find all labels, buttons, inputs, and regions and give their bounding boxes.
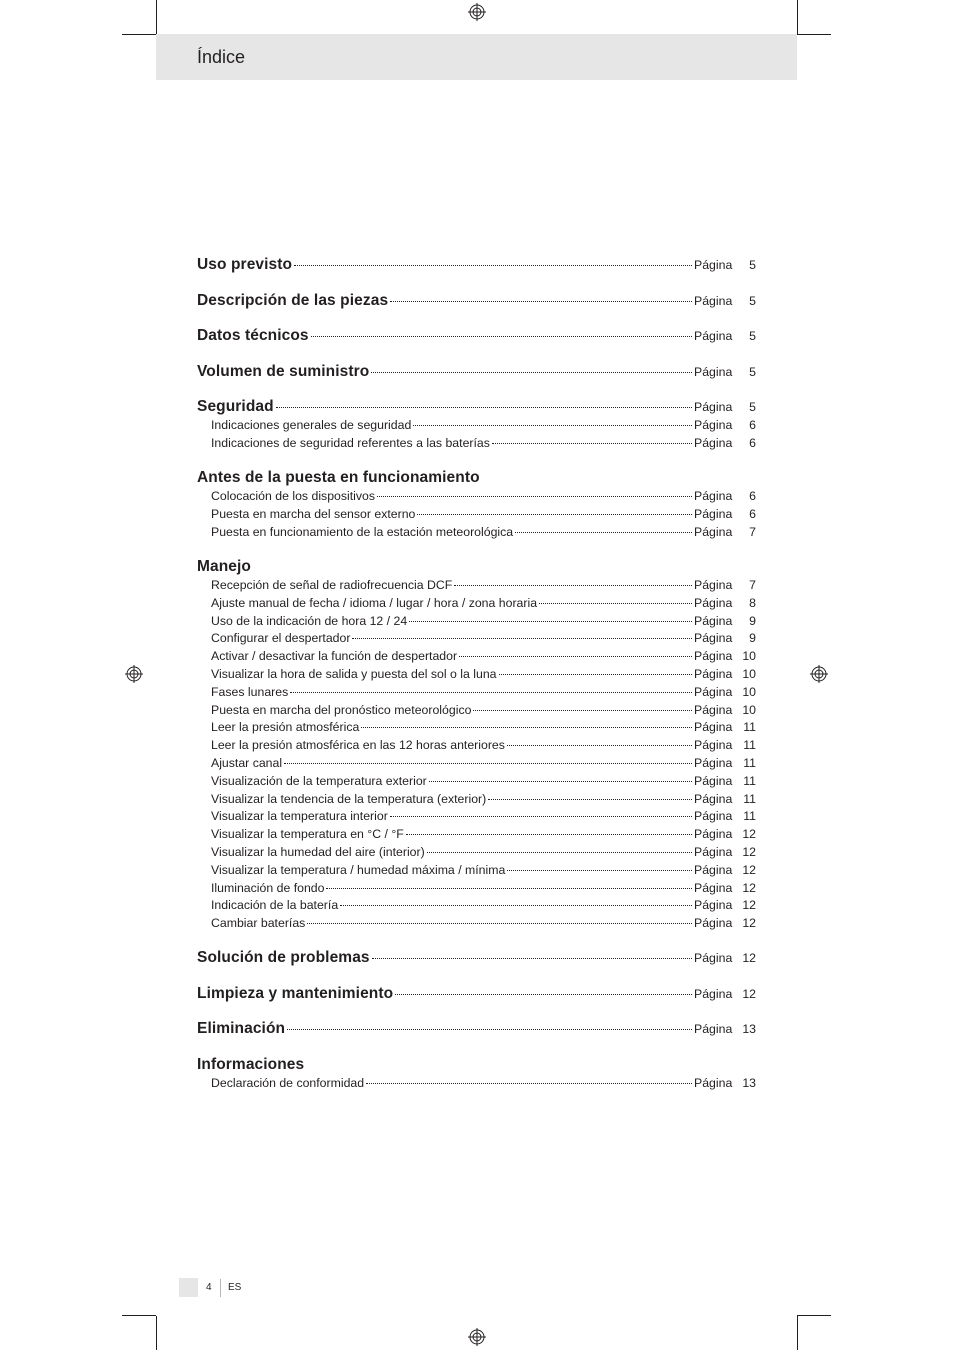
dot-leader (473, 710, 692, 711)
toc-subentry[interactable] (197, 916, 756, 934)
page-number: 12 (742, 844, 756, 859)
dot-leader (361, 727, 692, 728)
toc-subentry[interactable] (197, 792, 756, 810)
dot-leader (290, 692, 692, 693)
toc-subentry[interactable] (197, 845, 756, 863)
registration-mark-icon (810, 665, 828, 683)
page-number: 10 (742, 666, 756, 681)
toc-entry[interactable] (197, 292, 756, 312)
page-number: 11 (743, 755, 756, 770)
page-number: 12 (742, 880, 756, 895)
footer-divider (220, 1279, 221, 1297)
toc-entry[interactable] (197, 327, 756, 347)
toc-section-title: Informaciones (197, 1055, 305, 1073)
dot-leader (307, 923, 692, 924)
toc-entry[interactable] (197, 469, 756, 489)
page-number: 5 (749, 329, 756, 343)
page-number: 12 (742, 898, 756, 913)
page-number: 5 (749, 293, 756, 308)
toc-subentry-title: Uso de la indicación de hora 12 / 24 (211, 613, 408, 628)
toc-subentry[interactable] (197, 685, 756, 703)
page-label: Página (694, 524, 733, 539)
page-label: Página (694, 951, 733, 966)
toc-subentry[interactable] (197, 863, 756, 881)
toc-entry[interactable] (197, 1020, 756, 1040)
toc-subentry[interactable] (197, 756, 756, 774)
toc-entry[interactable] (197, 398, 756, 418)
page-number: 7 (749, 577, 756, 592)
toc-subentry[interactable] (197, 578, 756, 596)
toc-section-title: Seguridad (197, 398, 274, 415)
toc-section-title: Eliminación (197, 1020, 286, 1038)
dot-leader (287, 1029, 692, 1030)
dot-leader (417, 514, 692, 515)
page-label: Página (694, 773, 733, 788)
page-label: Página (694, 862, 733, 877)
dot-leader (454, 585, 692, 586)
toc-subentry-title: Fases lunares (211, 684, 289, 699)
dot-leader (390, 301, 692, 302)
page-label: Página (694, 898, 733, 913)
page-label: Página (694, 791, 733, 806)
crop-mark (797, 34, 831, 35)
toc-subentry-title: Indicación de la batería (211, 898, 339, 913)
toc-subentry[interactable] (197, 774, 756, 792)
toc-subentry[interactable] (197, 738, 756, 756)
registration-mark-icon (468, 3, 486, 21)
dot-leader (294, 265, 692, 266)
page-label: Página (694, 880, 733, 895)
page-label: Página (694, 684, 733, 699)
dot-leader (340, 905, 692, 906)
page-number: 11 (743, 773, 756, 788)
dot-leader (371, 372, 692, 373)
toc-section (197, 398, 756, 454)
toc-subentry-title: Visualizar la tendencia de la temperatura (exterior) (211, 791, 487, 806)
toc-section (197, 1020, 756, 1040)
toc-section-title: Volumen de suministro (197, 362, 370, 380)
toc-subentry-title: Visualizar la temperatura interior (211, 809, 388, 824)
registration-mark-icon (468, 1328, 486, 1346)
toc-subentry[interactable] (197, 596, 756, 614)
toc-subentry[interactable] (197, 418, 756, 436)
toc-subentry[interactable] (197, 649, 756, 667)
toc-subentry-title: Visualizar la hora de salida y puesta del sol o la luna (211, 666, 497, 681)
page-label: Página (694, 986, 733, 1001)
dot-leader (507, 870, 692, 871)
toc-subentry-title: Leer la presión atmosférica en las 12 horas anteriores (211, 738, 505, 753)
toc-section (197, 1056, 756, 1094)
table-of-contents (197, 256, 756, 1094)
dot-leader (366, 1083, 692, 1084)
toc-subentry[interactable] (197, 827, 756, 845)
toc-subentry[interactable] (197, 898, 756, 916)
toc-subentry[interactable] (197, 1076, 756, 1094)
page-number: 12 (742, 916, 756, 931)
page-label: Página (694, 916, 733, 931)
toc-section (197, 292, 756, 312)
toc-section (197, 558, 756, 934)
page-number: 11 (743, 809, 756, 824)
page-number: 7 (749, 524, 756, 539)
page-number: 10 (742, 702, 756, 717)
page-label: Página (694, 720, 733, 735)
footer-language: ES (228, 1282, 242, 1293)
toc-subentry-title: Iluminación de fondo (211, 880, 325, 895)
toc-subentry[interactable] (197, 489, 756, 507)
page-label: Página (694, 827, 733, 842)
page-number: 12 (742, 986, 756, 1001)
dot-leader (427, 852, 692, 853)
toc-subentry[interactable] (197, 614, 756, 632)
dot-leader (409, 621, 692, 622)
page-label: Página (694, 258, 733, 272)
page-label: Página (694, 418, 733, 432)
page-number: 5 (749, 400, 756, 414)
page-number: 9 (749, 631, 756, 646)
page-label: Página (694, 1075, 733, 1090)
page-label: Página (694, 435, 733, 450)
toc-section (197, 363, 756, 383)
dot-leader (311, 336, 692, 337)
toc-subentry-title: Puesta en marcha del pronóstico meteorológico (211, 702, 472, 717)
page-label: Página (694, 506, 733, 521)
footer-page-number: 4 (206, 1282, 212, 1293)
dot-leader (377, 496, 692, 497)
toc-subentry-title: Visualizar la temperatura en °C / °F (211, 827, 404, 842)
dot-leader (406, 834, 692, 835)
page-number: 12 (742, 862, 756, 877)
toc-subentry[interactable] (197, 436, 756, 454)
page-number: 6 (749, 418, 756, 432)
dot-leader (499, 674, 692, 675)
page-label: Página (694, 649, 733, 664)
crop-mark (156, 0, 157, 34)
dot-leader (429, 781, 692, 782)
page-label: Página (694, 755, 733, 770)
toc-subentry[interactable] (197, 667, 756, 685)
crop-mark (797, 1315, 831, 1316)
crop-mark (797, 0, 798, 34)
page-number: 8 (749, 595, 756, 610)
toc-subentry-title: Ajuste manual de fecha / idioma / lugar / hora / zona horaria (211, 595, 538, 610)
page-number: 11 (743, 791, 756, 806)
toc-subentry-title: Activar / desactivar la función de despertador (211, 649, 458, 664)
page-number: 9 (749, 613, 756, 628)
page-number: 10 (742, 684, 756, 699)
page-number: 6 (749, 489, 756, 504)
page-number: 6 (749, 435, 756, 450)
dot-leader (352, 638, 692, 639)
toc-subentry-title: Recepción de señal de radiofrecuencia DCF (211, 577, 453, 592)
page-label: Página (694, 329, 733, 343)
page-label: Página (694, 595, 733, 610)
page-number: 10 (742, 649, 756, 664)
dot-leader (488, 799, 692, 800)
toc-subentry-title: Visualizar la temperatura / humedad máxima / mínima (211, 862, 506, 877)
toc-section-title: Uso previsto (197, 256, 293, 273)
toc-entry[interactable] (197, 1056, 756, 1076)
toc-subentry-title: Puesta en funcionamiento de la estación meteorológica (211, 524, 514, 539)
page-number: 12 (742, 827, 756, 842)
toc-subentry-title: Visualización de la temperatura exterior (211, 773, 427, 788)
toc-section (197, 256, 756, 276)
page-number: 5 (749, 258, 756, 272)
toc-section-title: Descripción de las piezas (197, 291, 389, 309)
toc-subentry-title: Declaración de conformidad (211, 1075, 365, 1090)
page-number: 13 (742, 1022, 756, 1037)
page-number: 12 (742, 951, 756, 966)
toc-subentry-title: Puesta en marcha del sensor externo (211, 506, 416, 521)
toc-section (197, 469, 756, 542)
page-label: Página (694, 631, 733, 646)
toc-section-title: Manejo (197, 557, 251, 575)
toc-section-title: Antes de la puesta en funcionamiento (197, 469, 480, 487)
toc-subentry-title: Indicaciones de seguridad referentes a las baterías (211, 435, 490, 450)
toc-subentry-title: Visualizar la humedad del aire (interior) (211, 844, 425, 859)
toc-section-title: Solución de problemas (197, 949, 370, 967)
crop-mark (797, 1316, 798, 1350)
toc-section-title: Datos técnicos (197, 327, 309, 344)
page-label: Página (694, 364, 733, 379)
dot-leader (515, 532, 692, 533)
dot-leader (539, 603, 692, 604)
page-label: Página (694, 738, 733, 753)
toc-subentry[interactable] (197, 720, 756, 738)
toc-subentry-title: Configurar el despertador (211, 631, 351, 646)
crop-mark (122, 1315, 156, 1316)
footer-tab (179, 1278, 198, 1297)
page-number: 5 (749, 364, 756, 379)
dot-leader (326, 888, 692, 889)
registration-mark-icon (125, 665, 143, 683)
dot-leader (276, 407, 692, 408)
toc-subentry[interactable] (197, 703, 756, 721)
page-label: Página (694, 666, 733, 681)
dot-leader (395, 994, 692, 995)
dot-leader (492, 443, 692, 444)
dot-leader (390, 816, 692, 817)
page-title: Índice (197, 47, 246, 67)
toc-subentry[interactable] (197, 507, 756, 525)
crop-mark (156, 1316, 157, 1350)
dot-leader (372, 958, 692, 959)
toc-entry[interactable] (197, 985, 756, 1005)
toc-entry[interactable] (197, 256, 756, 276)
toc-entry[interactable] (197, 363, 756, 383)
toc-subentry-title: Leer la presión atmosférica (211, 720, 360, 735)
toc-section-title: Limpieza y mantenimiento (197, 984, 394, 1002)
page-label: Página (694, 844, 733, 859)
page-number: 11 (743, 738, 756, 753)
page-number: 13 (742, 1075, 756, 1090)
toc-subentry-title: Cambiar baterías (211, 916, 306, 931)
page-label: Página (694, 577, 733, 592)
page-number: 6 (749, 506, 756, 521)
page-label: Página (694, 702, 733, 717)
toc-subentry[interactable] (197, 525, 756, 543)
crop-mark (122, 34, 156, 35)
toc-entry[interactable] (197, 949, 756, 969)
toc-subentry-title: Ajustar canal (211, 755, 283, 770)
toc-subentry-title: Colocación de los dispositivos (211, 489, 376, 504)
toc-section (197, 949, 756, 969)
page-label: Página (694, 489, 733, 504)
toc-subentry[interactable] (197, 631, 756, 649)
page-number: 11 (743, 720, 756, 735)
header-bar (156, 34, 797, 80)
toc-entry[interactable] (197, 558, 756, 578)
page-label: Página (694, 613, 733, 628)
page-label: Página (694, 293, 733, 308)
page-label: Página (694, 400, 733, 414)
dot-leader (284, 763, 692, 764)
dot-leader (413, 425, 692, 426)
toc-subentry-title: Indicaciones generales de seguridad (211, 418, 412, 432)
toc-subentry[interactable] (197, 809, 756, 827)
toc-section (197, 327, 756, 347)
page-label: Página (694, 1022, 733, 1037)
page-label: Página (694, 809, 733, 824)
dot-leader (459, 656, 692, 657)
toc-subentry[interactable] (197, 881, 756, 899)
toc-section (197, 985, 756, 1005)
dot-leader (507, 745, 692, 746)
